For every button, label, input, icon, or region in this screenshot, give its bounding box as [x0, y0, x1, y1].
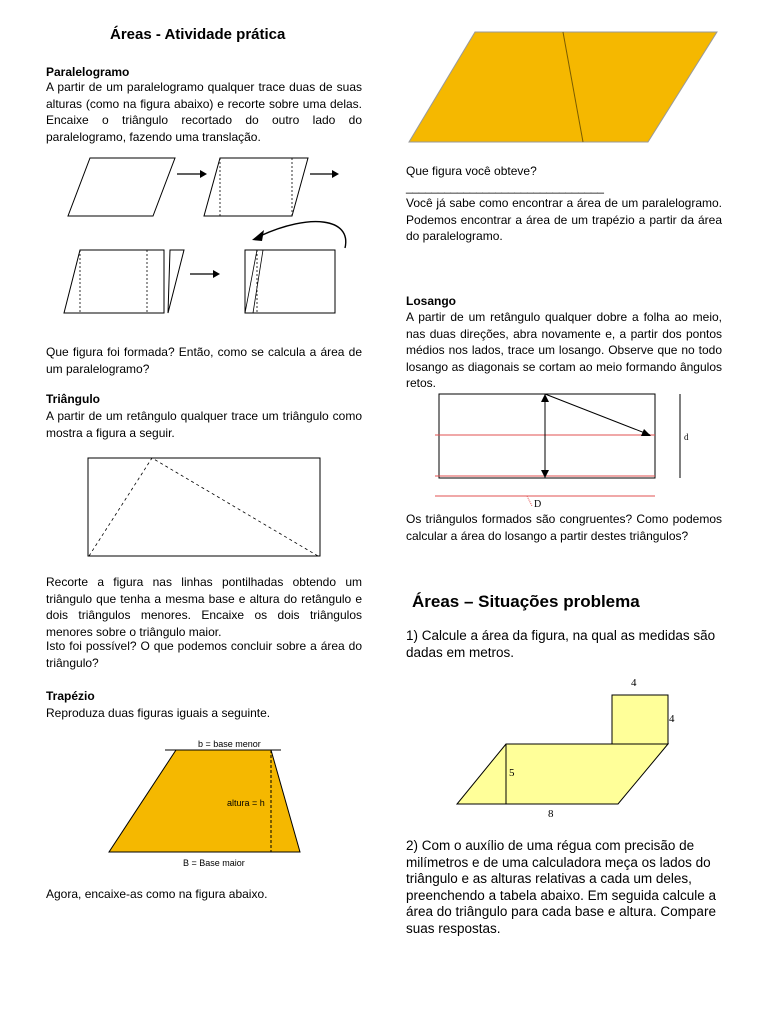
triangulo-figure	[86, 456, 324, 560]
situacoes-heading: Áreas – Situações problema	[412, 592, 640, 611]
trapezio-text: Reproduza duas figuras iguais a seguinte.	[46, 706, 271, 720]
triangulo-heading: Triângulo	[46, 392, 100, 406]
parallelogram-part	[457, 744, 668, 804]
losango-heading: Losango	[406, 294, 456, 308]
right-text: Você já sabe como encontrar a área de um paralelogramo. Podemos encontrar a área de um trapézio a partir da área do paralelogramo.	[406, 196, 722, 243]
trapezio-heading: Trapézio	[46, 689, 95, 703]
trapezio-figure	[105, 734, 310, 874]
label-top: 4	[631, 677, 637, 689]
label-base: 8	[548, 808, 554, 820]
trapezio-text2: Agora, encaixe-as como na figura abaixo.	[46, 887, 268, 901]
answer-blank: _______________________________	[406, 180, 604, 194]
losango-question: Os triângulos formados são congruentes? Como podemos calcular a área do losango a partir destes triângulos?	[406, 512, 722, 543]
triangulo-text3: Isto foi possível? O que podemos concluir sobre a área do triângulo?	[46, 639, 362, 670]
right-question: Que figura você obteve?	[406, 164, 537, 178]
label-height: 5	[509, 767, 515, 779]
composite-figure	[455, 670, 685, 820]
label-d: d	[684, 432, 689, 442]
paralelogramo-question: Que figura foi formada? Então, como se calcula a área de um paralelogramo?	[46, 345, 362, 376]
paralelogramo-trapezio-figure	[405, 28, 720, 148]
arrow-right-icon	[177, 170, 207, 178]
label-base-menor: b = base menor	[198, 739, 261, 749]
gold-parallelogram	[409, 32, 717, 142]
losango-text: A partir de um retângulo qualquer dobre a folha ao meio, nas duas direções, abra novamente e, a partir dos pontos médios nos lados, trace um losango. Observe que no todo losango as diagonais se cortam ao meio formando ângulos retos.	[406, 310, 722, 390]
paralelogramo-heading: Paralelogramo	[46, 65, 130, 79]
page-title: Áreas - Atividade prática	[110, 26, 286, 43]
triangulo-text: A partir de um retângulo qualquer trace um triângulo como mostra a figura a seguir.	[46, 409, 362, 440]
losango-figure	[430, 388, 710, 512]
label-altura: altura = h	[227, 798, 265, 808]
curved-arrow-icon	[252, 222, 346, 248]
label-D: D	[534, 499, 542, 510]
square-part	[612, 695, 668, 744]
cut-triangle	[168, 250, 184, 313]
arrow-right-icon	[190, 270, 220, 278]
paralelogramo-text: A partir de um paralelogramo qualquer trace duas de suas alturas (como na figura abaixo) e recorte sobre uma delas. Encaixe o triângulo recortado do outro lado do paralelogramo, fazendo uma translação.	[46, 80, 362, 144]
arrow-right-icon	[310, 170, 339, 178]
paralelogramo-figures	[60, 148, 360, 338]
parallelogram-shape	[68, 158, 175, 216]
q2-text: 2) Com o auxílio de uma régua com precisão de milímetros e de uma calculadora meça os lados do triângulo e as alturas relativas a cada um deles, preenchendo a tabela abaixo. Em seguida calcule a área do triângulo para cada base e altura. Compare suas respostas.	[406, 838, 716, 936]
resulting-rectangle	[245, 250, 335, 313]
label-side: 4	[669, 713, 675, 725]
triangulo-text2: Recorte a figura nas linhas pontilhadas obtendo um triângulo que tenha a mesma base e altura do retângulo e dois triângulos menores. Encaixe os dois triângulos menores sobre o triângulo maior.	[46, 575, 362, 639]
q1-text: 1) Calcule a área da figura, na qual as medidas são dadas em metros.	[406, 628, 716, 660]
label-base-maior: B = Base maior	[183, 858, 245, 868]
